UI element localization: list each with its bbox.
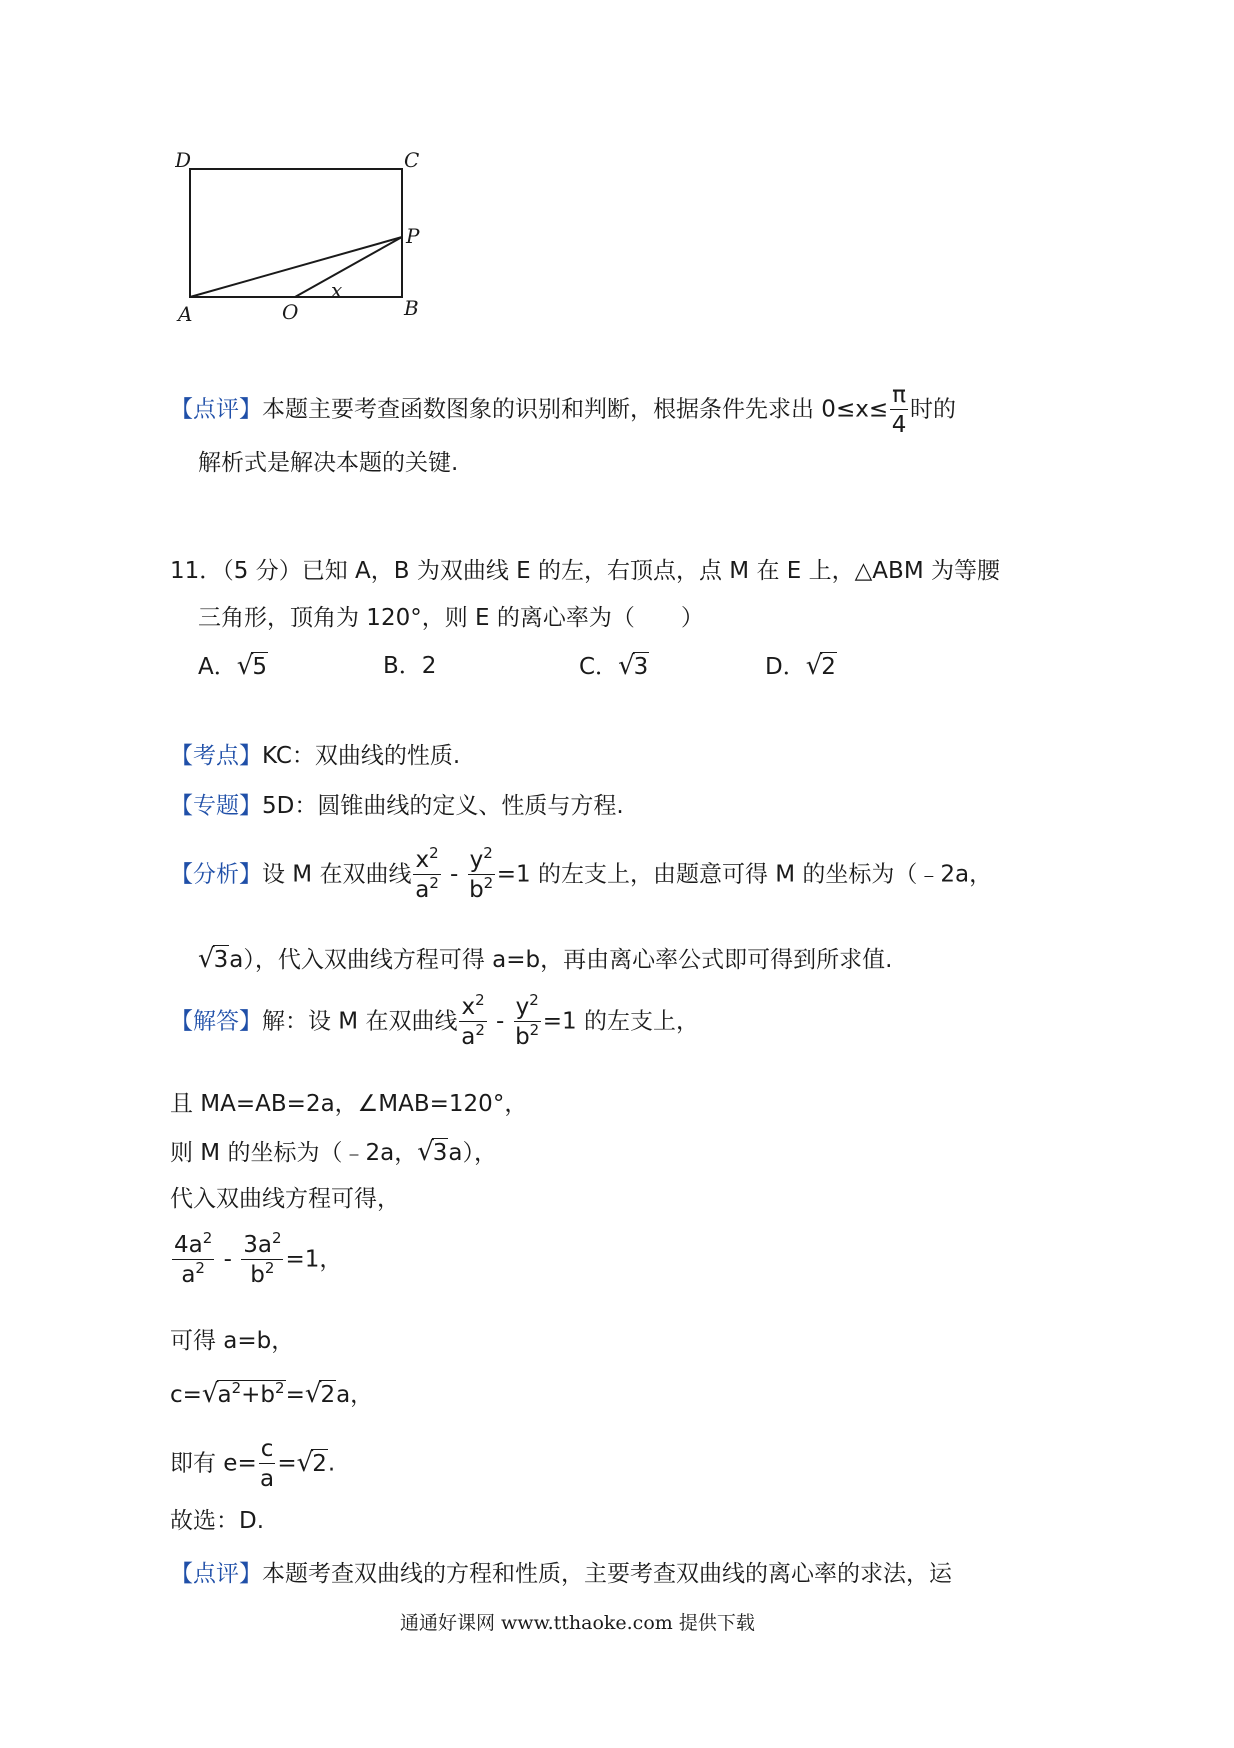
review-text-a: 本题主要考查函数图象的识别和判断，根据条件先求出 0≤x≤ — [262, 396, 889, 423]
question-11-line-1: 11．（5 分）已知 A，B 为双曲线 E 的左，右顶点，点 M 在 E 上，△ABM 为等腰 — [170, 558, 1000, 584]
option-a: A．√5 — [198, 651, 267, 681]
rectangle-abcd — [190, 169, 402, 297]
review-text-b: 时的 — [909, 396, 956, 423]
sqrt-icon: √ — [417, 1137, 434, 1167]
fenxi-line-2: √3a），代入双曲线方程可得 a=b，再由离心率公式即可得到所求值. — [198, 944, 893, 974]
option-d: D．√2 — [765, 651, 836, 681]
jieda-line-5: 可得 a=b， — [170, 1328, 295, 1354]
jieda-answer: 故选：D. — [170, 1508, 265, 1534]
geometry-figure — [175, 145, 435, 335]
review-1-line-2: 解析式是解决本题的关键. — [198, 450, 459, 476]
review-1-line-1 — [170, 383, 956, 437]
sqrt-icon: √ — [618, 651, 635, 681]
jieda-line-4: 代入双曲线方程可得， — [170, 1186, 400, 1212]
fenxi-line-1: 【分析】设 M 在双曲线 $\frac{x^2}{a^2}$ - $\frac{y^2}{b^2}$ =1 的左支上，由题意可得 M 的坐标为（﹣2a， — [170, 844, 993, 904]
option-c: C．√3 — [579, 651, 649, 681]
sqrt-icon: √ — [201, 1379, 219, 1409]
sqrt-icon: √ — [304, 1379, 322, 1409]
label-o: O — [282, 300, 299, 324]
jieda-e-equation: 即有 e= $\frac{c}{a}$ =√2. — [170, 1436, 336, 1493]
jieda-line-1: 【解答】解：设 M 在双曲线 $\frac{x^2}{a^2}$ - $\frac{y^2}{b^2}$ =1 的左支上， — [170, 991, 699, 1051]
sqrt-icon: √ — [296, 1447, 314, 1478]
jieda-c-equation: $c=√a^2+b^2=√2a$， — [170, 1379, 374, 1409]
segment-op — [295, 237, 402, 297]
review-2-line: 【点评】本题考查双曲线的方程和性质，主要考查双曲线的离心率的求法，运 — [170, 1561, 952, 1587]
label-c: C — [404, 148, 420, 172]
sqrt-icon: √ — [805, 651, 823, 681]
pi-over-4-fraction: $\frac{\pi}{4}$ — [891, 382, 907, 439]
sqrt-icon: √ — [236, 651, 254, 681]
label-d: D — [175, 148, 192, 172]
sqrt-icon: √ — [198, 944, 215, 974]
page-footer: 通通好课网 www.tthaoke.com 提供下载 — [400, 1612, 755, 1634]
label-a: A — [178, 302, 193, 326]
segment-ap — [190, 237, 402, 297]
x2-over-a2: $\frac{x^2}{a^2}$ — [415, 844, 439, 904]
review-tag: 【点评】 — [170, 396, 262, 423]
question-11-line-2: 三角形，顶角为 120°，则 E 的离心率为（ ） — [198, 605, 704, 631]
label-p: P — [406, 224, 420, 248]
jieda-equation-1: $\frac{4a^2}{a^2}$ - $\frac{3a^2}{b^2}$ =1， — [174, 1229, 343, 1289]
y2-over-b2: $\frac{y^2}{b^2}$ — [469, 844, 494, 904]
jieda-line-3: 则 M 的坐标为（﹣2a，√3a）， — [170, 1137, 498, 1167]
label-b: B — [404, 296, 419, 320]
jieda-line-2: 且 MA=AB=2a，∠MAB=120°， — [170, 1091, 528, 1117]
zhuanti-line: 【专题】5D：圆锥曲线的定义、性质与方程. — [170, 793, 624, 819]
option-b: B．2 — [383, 653, 437, 679]
label-x: x — [331, 278, 343, 302]
kaodian-line: 【考点】KC：双曲线的性质. — [170, 743, 461, 769]
